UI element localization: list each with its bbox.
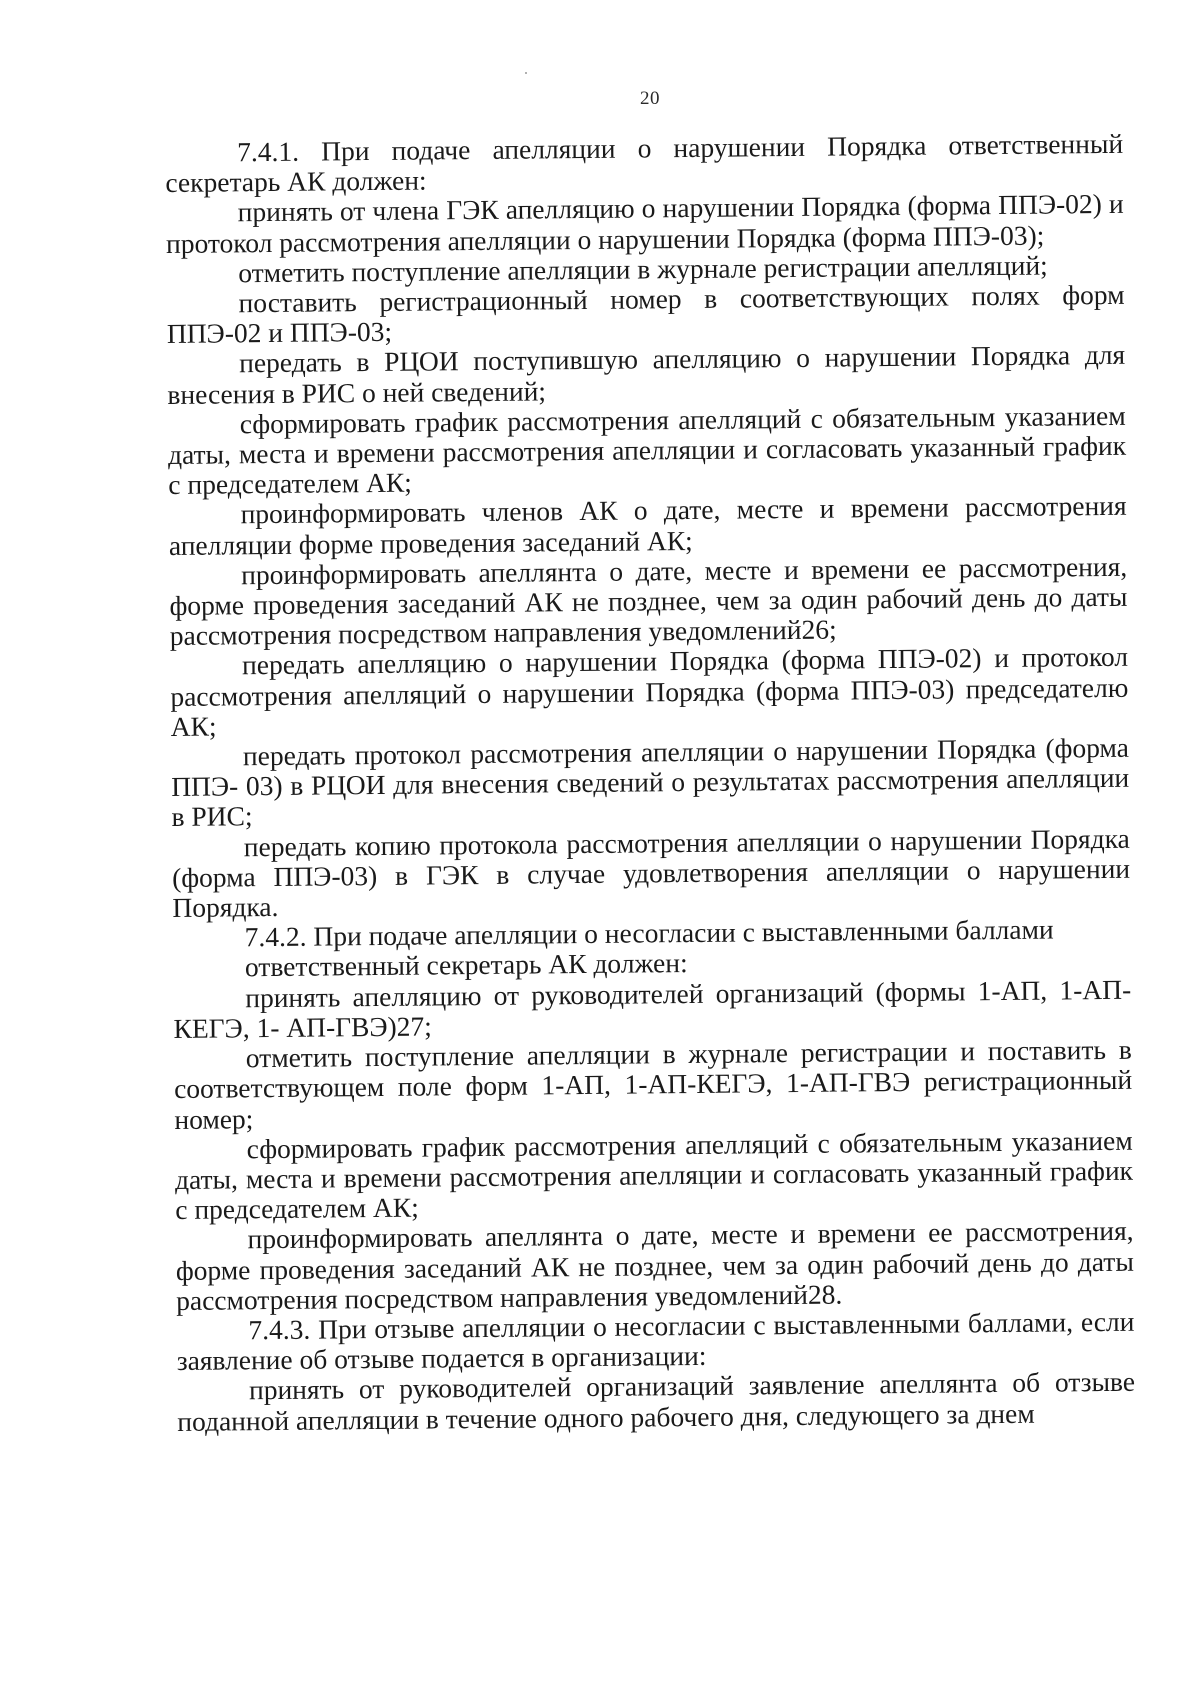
paragraph: проинформировать апеллянта о дате, месте и времени ее рассмотрения, форме проведения заседаний АК не позднее, чем за один рабочий день до даты рассмотрения посредством направления уведомлений26; [169, 550, 1128, 652]
paragraph: сформировать график рассмотрения апелляций с обязательным указанием даты, места и времени рассмотрения апелляции и согласовать указанный график с председателем АК; [167, 399, 1127, 501]
page-number: 20 [640, 88, 660, 109]
paragraph: отметить поступление апелляции в журнале регистрации апелляций; [238, 249, 1048, 289]
paragraph: передать протокол рассмотрения апелляции о нарушении Порядка (форма ППЭ- 03) в РЦОИ для внесения сведений о результатах рассмотрения апелляции в РИС; [171, 731, 1130, 833]
paragraph: передать копию протокола рассмотрения апелляции о нарушении Порядка (форма ППЭ-03) в ГЭК в случае удовлетворения апелляции о нарушении Порядка. [171, 822, 1131, 924]
paragraph: принять от члена ГЭК апелляцию о нарушении Порядка (форма ППЭ-02) и протокол рассмотрения апелляции о нарушении Порядка (форма ППЭ-03); [165, 188, 1124, 259]
paragraph: принять от руководителей организаций заявление апеллянта об отзыве поданной апелляции в течение одного рабочего дня, следующего за днем [177, 1366, 1136, 1437]
paragraph: принять апелляцию от руководителей организаций (формы 1-АП, 1-АП-КЕГЭ, 1- АП-ГВЭ)27; [173, 973, 1132, 1044]
paragraph: передать в РЦОИ поступившую апелляцию о нарушении Порядка для внесения в РИС о ней сведений; [167, 339, 1126, 410]
document-body [165, 129, 1135, 1437]
paragraph: сформировать график рассмотрения апелляций с обязательным указанием даты, места и времени рассмотрения апелляции и согласовать указанный график с председателем АК; [174, 1124, 1134, 1226]
scan-speck [525, 72, 527, 74]
paragraph: отметить поступление апелляции в журнале регистрации и поставить в соответствующем поле форм 1-АП, 1-АП-КЕГЭ, 1-АП-ГВЭ регистрационный номер; [173, 1033, 1133, 1135]
paragraph-7-4-2-heading: 7.4.2. При подаче апелляции о несогласии с выставленными баллами [244, 913, 1054, 953]
paragraph-7-4-1-heading: 7.4.1. При подаче апелляции о нарушении Порядка ответственный секретарь АК должен: [165, 127, 1124, 199]
paragraph: передать апелляцию о нарушении Порядка (форма ППЭ-02) и протокол рассмотрения апелляций о нарушении Порядка (форма ППЭ-03) председателю АК; [170, 641, 1129, 742]
paragraph-7-4-3-heading: 7.4.3. При отзыве апелляции о несогласии с выставленными баллами, если заявление об отзыве подается в организации: [176, 1305, 1135, 1377]
paragraph: проинформировать апеллянта о дате, месте и времени ее рассмотрения, форме проведения заседаний АК не позднее, чем за один рабочий день до даты рассмотрения посредством направления уведомлений28. [175, 1215, 1134, 1316]
paragraph: ответственный секретарь АК должен: [244, 947, 688, 983]
paragraph: поставить регистрационный номер в соответствующих полях форм ППЭ-02 и ППЭ-03; [166, 278, 1125, 350]
paragraph: проинформировать членов АК о дате, месте и времени рассмотрения апелляции форме проведения заседаний АК; [168, 490, 1127, 561]
